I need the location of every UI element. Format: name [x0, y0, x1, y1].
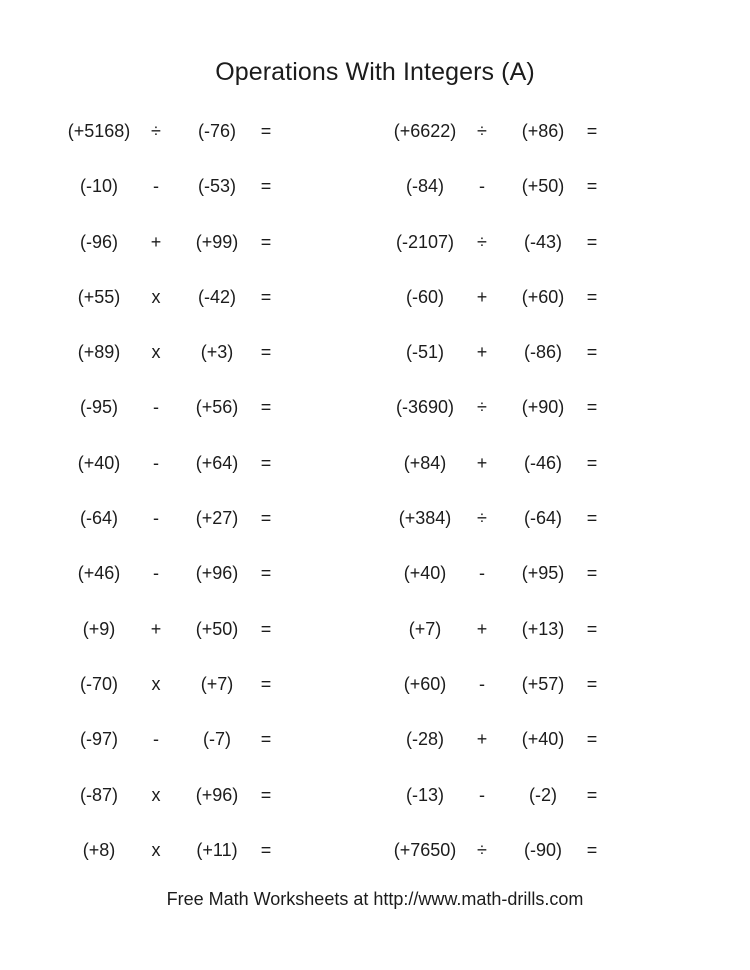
second-operand: (+96): [195, 563, 239, 584]
first-operand: (+55): [77, 286, 121, 307]
problem-row: [45, 554, 325, 609]
second-operand: (-76): [197, 121, 236, 141]
problem-row: [375, 333, 655, 388]
problem-row: [45, 499, 325, 554]
problem-row: [45, 333, 325, 388]
problem-row: [375, 610, 655, 665]
problem-row: [375, 444, 655, 499]
first-operand: (+46): [77, 563, 121, 584]
second-operand: (+60): [521, 286, 565, 307]
problem-row: [375, 167, 655, 222]
first-operand: (-51): [405, 342, 444, 363]
second-operand: (-2): [529, 784, 557, 805]
equals-sign: =: [586, 342, 598, 363]
equals-sign: =: [586, 397, 598, 418]
problem-row: [375, 223, 655, 278]
operator-symbol: -: [479, 563, 485, 584]
operator-symbol: ÷: [477, 839, 487, 860]
problem-column-left: [45, 112, 325, 886]
first-operand: (-95): [79, 397, 118, 418]
first-operand: (+60): [403, 673, 447, 694]
first-operand: (+384): [398, 508, 452, 529]
equals-sign: =: [260, 342, 272, 363]
operator-symbol: +: [150, 618, 162, 639]
operator-symbol: x: [151, 784, 161, 805]
operator-symbol: -: [479, 784, 485, 805]
second-operand: (+50): [195, 618, 239, 639]
second-operand: (-7): [203, 729, 231, 750]
equals-sign: =: [260, 618, 272, 639]
footer-credit: Free Math Worksheets at http://www.math-drills.com: [166, 889, 584, 909]
problem-row: [375, 554, 655, 609]
first-operand: (-64): [79, 508, 118, 529]
first-operand: (+40): [403, 563, 447, 584]
operator-symbol: -: [153, 452, 159, 473]
first-operand: (-10): [79, 176, 118, 197]
problem-row: [45, 610, 325, 665]
second-operand: (+7): [200, 673, 234, 694]
first-operand: (-3690): [395, 397, 455, 418]
first-operand: (-97): [79, 729, 118, 750]
equals-sign: =: [586, 729, 598, 750]
second-operand: (-46): [523, 452, 562, 473]
equals-sign: =: [260, 121, 272, 141]
operator-symbol: ÷: [477, 508, 487, 529]
second-operand: (+86): [521, 121, 565, 141]
second-operand: (+11): [196, 839, 238, 860]
operator-symbol: -: [153, 729, 159, 750]
first-operand: (-70): [79, 673, 118, 694]
first-operand: (+89): [77, 342, 121, 363]
problem-row: [45, 720, 325, 775]
second-operand: (+27): [195, 508, 239, 529]
equals-sign: =: [260, 508, 272, 529]
second-operand: (+56): [195, 397, 239, 418]
second-operand: (-90): [523, 839, 562, 860]
second-operand: (+13): [521, 618, 565, 639]
second-operand: (+57): [521, 673, 565, 694]
first-operand: (-60): [405, 286, 444, 307]
operator-symbol: +: [476, 618, 488, 639]
operator-symbol: x: [151, 342, 161, 363]
first-operand: (+6622): [393, 121, 457, 141]
equals-sign: =: [586, 618, 598, 639]
operator-symbol: ÷: [151, 121, 161, 141]
problem-row: [45, 278, 325, 333]
equals-sign: =: [260, 673, 272, 694]
second-operand: (+95): [521, 563, 565, 584]
second-operand: (-42): [197, 286, 236, 307]
equals-sign: =: [586, 784, 598, 805]
problem-row: [375, 499, 655, 554]
problem-row: [45, 444, 325, 499]
equals-sign: =: [260, 397, 272, 418]
second-operand: (+99): [195, 231, 239, 252]
problem-row: [375, 388, 655, 443]
first-operand: (-96): [79, 231, 118, 252]
second-operand: (+50): [521, 176, 565, 197]
second-operand: (-43): [523, 231, 562, 252]
equals-sign: =: [260, 563, 272, 584]
problem-row: [375, 112, 655, 167]
first-operand: (+5168): [67, 121, 131, 141]
first-operand: (+84): [403, 452, 447, 473]
problem-row: [375, 665, 655, 720]
second-operand: (+40): [521, 729, 565, 750]
operator-symbol: x: [151, 286, 161, 307]
problem-column-right: [375, 112, 655, 886]
equals-sign: =: [586, 839, 598, 860]
problem-row: [45, 167, 325, 222]
problem-row: [45, 112, 325, 167]
second-operand: (-64): [523, 508, 562, 529]
equals-sign: =: [586, 673, 598, 694]
first-operand: (+7): [408, 618, 442, 639]
first-operand: (-13): [405, 784, 444, 805]
first-operand: (-84): [405, 176, 444, 197]
second-operand: (+64): [195, 452, 239, 473]
equals-sign: =: [260, 784, 272, 805]
problem-row: [375, 831, 655, 886]
first-operand: (+8): [82, 839, 116, 860]
operator-symbol: +: [476, 729, 488, 750]
first-operand: (+9): [82, 618, 116, 639]
problem-row: [375, 776, 655, 831]
operator-symbol: +: [476, 452, 488, 473]
problem-row: [45, 776, 325, 831]
problem-row: [45, 665, 325, 720]
operator-symbol: -: [479, 176, 485, 197]
equals-sign: =: [586, 508, 598, 529]
operator-symbol: ÷: [477, 397, 487, 418]
equals-sign: =: [586, 176, 598, 197]
operator-symbol: x: [151, 839, 161, 860]
equals-sign: =: [586, 286, 598, 307]
equals-sign: =: [260, 452, 272, 473]
equals-sign: =: [586, 121, 598, 141]
second-operand: (+3): [200, 342, 234, 363]
second-operand: (-86): [523, 342, 562, 363]
second-operand: (+90): [521, 397, 565, 418]
operator-symbol: ÷: [477, 121, 487, 141]
equals-sign: =: [586, 231, 598, 252]
equals-sign: =: [586, 563, 598, 584]
operator-symbol: -: [479, 673, 485, 694]
problem-row: [45, 831, 325, 886]
operator-symbol: +: [476, 286, 488, 307]
problem-row: [375, 720, 655, 775]
operator-symbol: -: [153, 508, 159, 529]
operator-symbol: x: [151, 673, 161, 694]
equals-sign: =: [586, 452, 598, 473]
problem-row: [375, 278, 655, 333]
first-operand: (-87): [79, 784, 118, 805]
first-operand: (-28): [405, 729, 444, 750]
equals-sign: =: [260, 839, 272, 860]
operator-symbol: +: [150, 231, 162, 252]
operator-symbol: -: [153, 563, 159, 584]
operator-symbol: -: [153, 176, 159, 197]
first-operand: (-2107): [395, 231, 455, 252]
operator-symbol: +: [476, 342, 488, 363]
first-operand: (+7650): [393, 839, 457, 860]
operator-symbol: -: [153, 397, 159, 418]
second-operand: (+96): [195, 784, 239, 805]
second-operand: (-53): [197, 176, 236, 197]
first-operand: (+40): [77, 452, 121, 473]
operator-symbol: ÷: [477, 231, 487, 252]
problem-row: [45, 388, 325, 443]
equals-sign: =: [260, 231, 272, 252]
equals-sign: =: [260, 286, 272, 307]
problem-row: [45, 223, 325, 278]
equals-sign: =: [260, 729, 272, 750]
worksheet-title: Operations With Integers (A): [215, 58, 535, 86]
equals-sign: =: [260, 176, 272, 197]
